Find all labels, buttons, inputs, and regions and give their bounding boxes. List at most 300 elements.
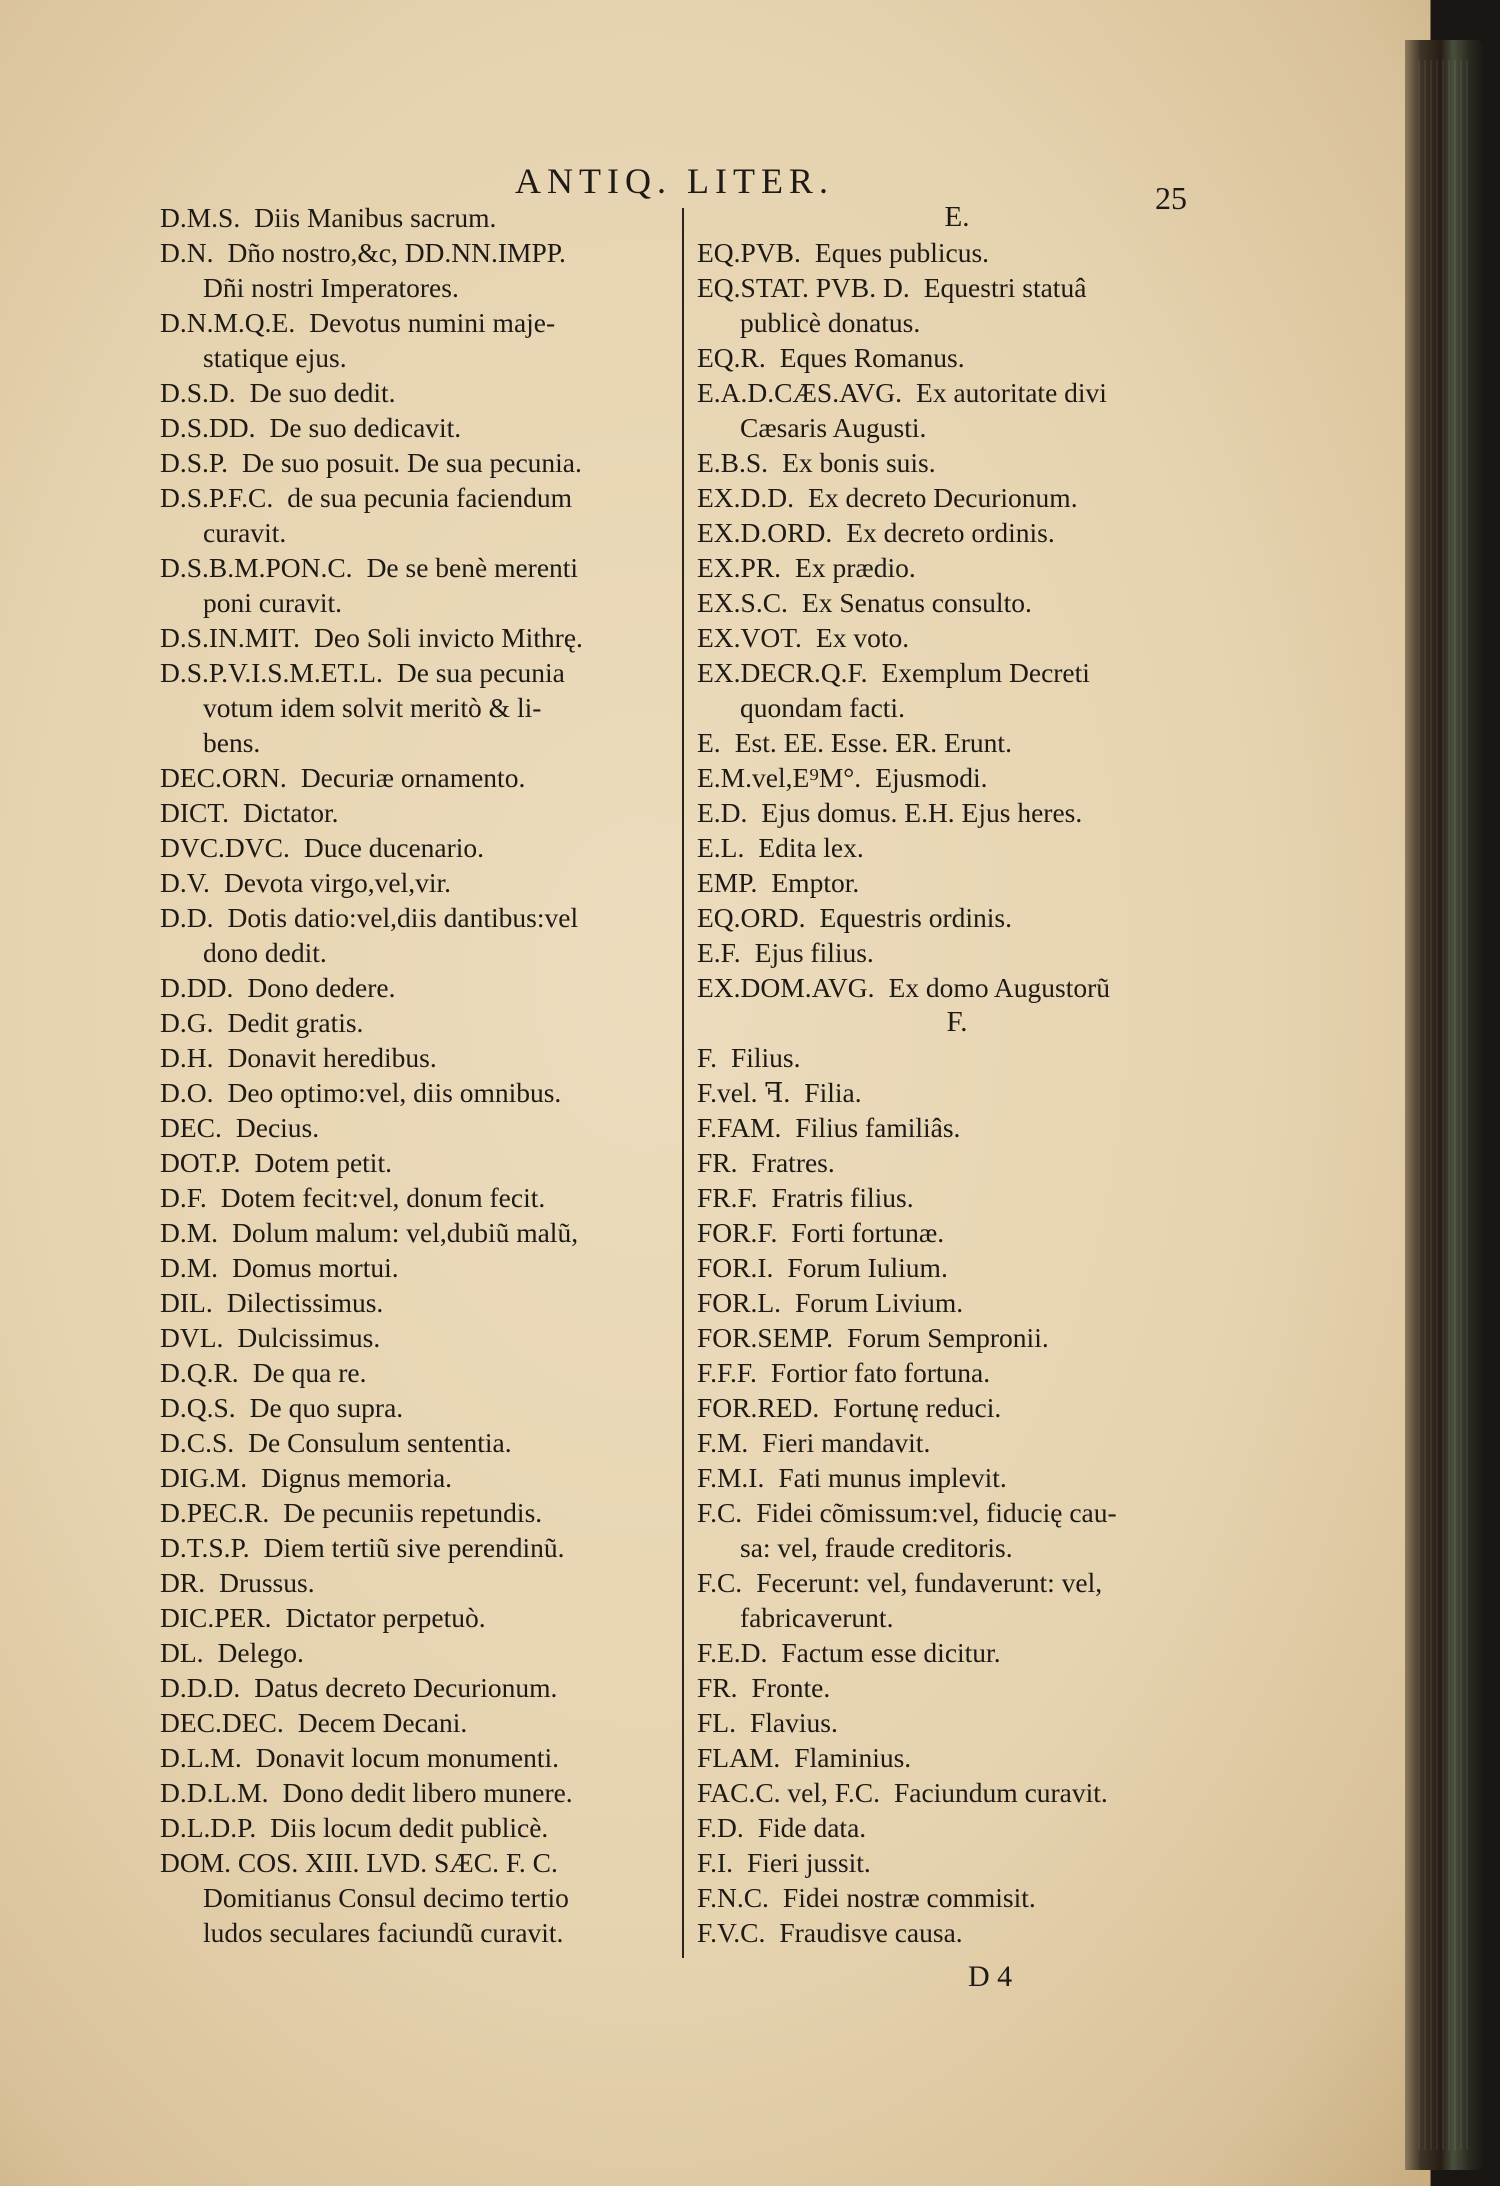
entry-first-line [160, 1075, 675, 1110]
entry-continuation: poni curavit. [203, 587, 342, 618]
entry [160, 550, 675, 620]
entry-expansion: Fieri jussit. [747, 1847, 871, 1878]
entry-abbreviation: D.S.D. [160, 377, 236, 408]
entry-first-line [160, 1810, 675, 1845]
entry-expansion: Ex Senatus consulto. [801, 587, 1032, 618]
entry-abbreviation: D.F. [160, 1182, 207, 1213]
entry-abbreviation: D.Q.S. [160, 1392, 236, 1423]
entry [160, 1320, 675, 1355]
entry-expansion: Filius familiâs. [795, 1112, 961, 1143]
entry-abbreviation: EX.PR. [697, 552, 782, 583]
entry-expansion: Dotem fecit:vel, donum fecit. [220, 1182, 546, 1213]
entry-first-line [160, 1845, 675, 1880]
entry-abbreviation: FLAM. [697, 1742, 781, 1773]
entry-first-line [160, 1670, 675, 1705]
entry [697, 340, 1217, 375]
entry [160, 1775, 675, 1810]
entry-abbreviation: D.Q.R. [160, 1357, 239, 1388]
entry-first-line [697, 760, 1217, 795]
section-head-e: E. [944, 201, 970, 233]
entry [160, 760, 675, 795]
entry-abbreviation: FR. [697, 1672, 738, 1703]
folio-number: 25 [1155, 180, 1187, 216]
entry-abbreviation: F.C. [697, 1567, 743, 1598]
entry-first-line [160, 235, 675, 270]
entry-first-line [160, 620, 675, 655]
entry-expansion: Flaminius. [794, 1742, 912, 1773]
entry-first-line [160, 1565, 675, 1600]
entry-expansion: Ex autoritate divi [916, 377, 1107, 408]
entry-expansion: Equestris ordinis. [819, 902, 1012, 933]
entry-continuation: quondam facti. [740, 692, 905, 723]
entry [697, 1250, 1217, 1285]
entry [160, 305, 675, 375]
entry [160, 410, 675, 445]
entry-expansion: Drussus. [219, 1567, 315, 1598]
entry-expansion: Fratris filius. [771, 1182, 914, 1213]
entry [697, 1670, 1217, 1705]
entry-abbreviation: D.D. [160, 902, 214, 933]
entry-first-line [160, 410, 675, 445]
entry-continuation: ludos seculares faciundũ curavit. [203, 1917, 564, 1948]
entry-continuation: Cæsaris Augusti. [740, 412, 927, 443]
entry-abbreviation: FR.F. [697, 1182, 758, 1213]
entry-continuation: sa: vel, fraude creditoris. [740, 1532, 1013, 1563]
entry-first-line [160, 1110, 675, 1145]
entry-abbreviation: FR. [697, 1147, 738, 1178]
entry-abbreviation: D.L.M. [160, 1742, 242, 1773]
entry-abbreviation: D.S.DD. [160, 412, 256, 443]
entry-abbreviation: E.A.D.CÆS.AVG. [697, 377, 903, 408]
entry-expansion: Deo optimo:vel, diis omnibus. [227, 1077, 562, 1108]
entry-first-line [697, 900, 1217, 935]
entry-continuation: statique ejus. [203, 342, 347, 373]
entry-expansion: Diis Manibus sacrum. [254, 202, 497, 233]
entry [160, 1495, 675, 1530]
entry [697, 550, 1217, 585]
entry-abbreviation: F.V.C. [697, 1917, 766, 1948]
entry-abbreviation: D.S.P.V.I.S.M.ET.L. [160, 657, 383, 688]
entry [160, 1075, 675, 1110]
entry-abbreviation: D.N. [160, 237, 214, 268]
entry-expansion: Dño nostro,&c, DD.NN.IMPP. [227, 237, 566, 268]
entry-expansion: Dilectissimus. [226, 1287, 384, 1318]
entry-abbreviation: D.M. [160, 1252, 219, 1283]
entry-first-line [160, 1705, 675, 1740]
entry-first-line [160, 1180, 675, 1215]
entry-first-line [697, 1110, 1217, 1145]
entry-continuation: fabricaverunt. [740, 1602, 894, 1633]
entry-first-line [697, 480, 1217, 515]
entry-expansion: Decius. [235, 1112, 320, 1143]
entry-first-line [697, 1880, 1217, 1915]
entries-f [697, 1040, 1217, 1950]
entry-abbreviation: DEC.ORN. [160, 762, 287, 793]
entry [697, 1880, 1217, 1915]
entry-abbreviation: F.F.F. [697, 1357, 757, 1388]
entry-first-line [697, 585, 1217, 620]
entry-expansion: Ejus domus. E.H. Ejus heres. [761, 797, 1083, 828]
entry [697, 620, 1217, 655]
entry-first-line [160, 480, 675, 515]
entry-abbreviation: DL. [160, 1637, 204, 1668]
entry [160, 1355, 675, 1390]
entry-abbreviation: EMP. [697, 867, 758, 898]
entry-expansion: Dulcissimus. [237, 1322, 381, 1353]
left-column [160, 200, 675, 1950]
entry [697, 900, 1217, 935]
entry-expansion: Filia. [804, 1077, 862, 1108]
entry-abbreviation: D.DD. [160, 972, 234, 1003]
page-edge-texture [1418, 60, 1468, 2150]
entry-abbreviation: DICT. [160, 797, 229, 828]
entry [697, 1915, 1217, 1950]
entry [160, 1285, 675, 1320]
entry-abbreviation: DIL. [160, 1287, 213, 1318]
entry-first-line [160, 1355, 675, 1390]
entry-first-line [697, 1775, 1217, 1810]
entry-abbreviation: D.N.M.Q.E. [160, 307, 296, 338]
entry-expansion: Fraudisve causa. [779, 1917, 963, 1948]
entry-abbreviation: EQ.R. [697, 342, 766, 373]
entry-first-line [160, 1320, 675, 1355]
entry [697, 725, 1217, 760]
entry [697, 830, 1217, 865]
entry-first-line [697, 1285, 1217, 1320]
entry-abbreviation: FAC.C. vel, F.C. [697, 1777, 880, 1808]
entry [160, 1215, 675, 1250]
entry-continuation: curavit. [203, 517, 287, 548]
entry [160, 445, 675, 480]
entry-expansion: Fidei cõmissum:vel, fiducię cau- [756, 1497, 1117, 1528]
entry [697, 795, 1217, 830]
entry-first-line [697, 1145, 1217, 1180]
entry-abbreviation: DR. [160, 1567, 206, 1598]
entry-expansion: Ex decreto ordinis. [846, 517, 1055, 548]
entry-first-line [160, 1285, 675, 1320]
entry [697, 1110, 1217, 1145]
entry [160, 620, 675, 655]
entry-first-line [697, 865, 1217, 900]
entry-abbreviation: D.S.B.M.PON.C. [160, 552, 353, 583]
entry-abbreviation: EX.D.ORD. [697, 517, 833, 548]
entry-continuation: publicè donatus. [740, 307, 921, 338]
entry-expansion: De se benè merenti [366, 552, 579, 583]
column-divider [682, 208, 684, 1958]
entry-expansion: Fortior fato fortuna. [770, 1357, 991, 1388]
entry-first-line [697, 935, 1217, 970]
entry [160, 200, 675, 235]
entry-abbreviation: D.S.P. [160, 447, 229, 478]
entry-expansion: Edita lex. [758, 832, 864, 863]
entry [160, 1110, 675, 1145]
entry [160, 1250, 675, 1285]
entry-abbreviation: DOT.P. [160, 1147, 241, 1178]
entry-abbreviation: E. [697, 727, 721, 758]
entry-abbreviation: E.F. [697, 937, 741, 968]
entry-expansion: Datus decreto Decurionum. [254, 1672, 558, 1703]
entry-expansion: De qua re. [252, 1357, 367, 1388]
entry-expansion: Faciundum curavit. [893, 1777, 1108, 1808]
entry-first-line [160, 760, 675, 795]
entry-first-line [697, 1320, 1217, 1355]
entry-abbreviation: EQ.ORD. [697, 902, 806, 933]
entry-expansion: Fidei nostræ commisit. [782, 1882, 1036, 1913]
entry-first-line [697, 1180, 1217, 1215]
entry [697, 865, 1217, 900]
entry-first-line [160, 1425, 675, 1460]
entry [160, 480, 675, 550]
entry-first-line [697, 515, 1217, 550]
entry-expansion: De suo dedit. [249, 377, 396, 408]
entry-expansion: Fati munus implevit. [778, 1462, 1007, 1493]
entry-expansion: Fortunę reduci. [833, 1392, 1002, 1423]
entry-first-line [160, 1635, 675, 1670]
entry [697, 1075, 1217, 1110]
entry-first-line [160, 1460, 675, 1495]
entry-abbreviation: D.T.S.P. [160, 1532, 250, 1563]
entry [697, 1460, 1217, 1495]
entry [697, 1390, 1217, 1425]
entry-expansion: Equestri statuâ [923, 272, 1087, 303]
entry-first-line [697, 1425, 1217, 1460]
entry-abbreviation: D.PEC.R. [160, 1497, 270, 1528]
entry [160, 375, 675, 410]
entry-first-line [160, 655, 675, 690]
entry-first-line [697, 1845, 1217, 1880]
entry-first-line [697, 725, 1217, 760]
entry-abbreviation: D.V. [160, 867, 210, 898]
entry-first-line [160, 795, 675, 830]
entry-abbreviation: FOR.RED. [697, 1392, 820, 1423]
entry [160, 1600, 675, 1635]
entry-first-line [697, 1495, 1217, 1530]
entry [160, 970, 675, 1005]
entry-expansion: Deo Soli invicto Mithrę. [314, 622, 583, 653]
entry [697, 1565, 1217, 1635]
entry-expansion: Emptor. [771, 867, 860, 898]
entry [697, 1495, 1217, 1565]
entry-first-line [160, 1215, 675, 1250]
entry-expansion: Dictator perpetuò. [285, 1602, 486, 1633]
entry-expansion: De suo dedicavit. [269, 412, 462, 443]
entry-abbreviation: DIG.M. [160, 1462, 248, 1493]
entry-first-line [160, 830, 675, 865]
entry [160, 1005, 675, 1040]
entry [160, 900, 675, 970]
entry-abbreviation: F.vel. ꟻ. [697, 1077, 791, 1108]
entry [697, 1810, 1217, 1845]
entry-expansion: Diis locum dedit publicè. [270, 1812, 549, 1843]
entry-expansion: Exemplum Decreti [881, 657, 1090, 688]
entry [697, 1775, 1217, 1810]
entry-abbreviation: DVC.DVC. [160, 832, 290, 863]
entry-expansion: Donavit locum monumenti. [255, 1742, 559, 1773]
signature-mark: D 4 [968, 1960, 1013, 1993]
entry-abbreviation: EX.S.C. [697, 587, 788, 618]
entry-expansion: Forum Sempronii. [847, 1322, 1049, 1353]
entry-first-line [697, 1810, 1217, 1845]
entry [697, 1180, 1217, 1215]
entry-expansion: Donavit heredibus. [227, 1042, 437, 1073]
entry-abbreviation: EX.D.D. [697, 482, 795, 513]
entry-expansion: Ex decreto Decurionum. [808, 482, 1078, 513]
entry [697, 270, 1217, 340]
entry-abbreviation: F.I. [697, 1847, 733, 1878]
entry-first-line [160, 1250, 675, 1285]
entry-first-line [697, 795, 1217, 830]
entry-expansion: Decuriæ ornamento. [300, 762, 526, 793]
entry-expansion: Dotem petit. [254, 1147, 392, 1178]
entry [697, 1355, 1217, 1390]
entry-expansion: Duce ducenario. [303, 832, 485, 863]
entry [160, 795, 675, 830]
entry-abbreviation: F.M.I. [697, 1462, 765, 1493]
entry [697, 1285, 1217, 1320]
entry-abbreviation: FL. [697, 1707, 736, 1738]
entry-expansion: Devotus numini maje- [309, 307, 556, 338]
entry-abbreviation: DOM. COS. XIII. LVD. SÆC. F. C. [160, 1847, 558, 1878]
entry-first-line [697, 375, 1217, 410]
entry-first-line [697, 830, 1217, 865]
entry-first-line [160, 1495, 675, 1530]
entry-continuation: bens. [203, 727, 261, 758]
entry-expansion: Dignus memoria. [261, 1462, 453, 1493]
entry-abbreviation: FOR.I. [697, 1252, 774, 1283]
entry-abbreviation: F.C. [697, 1497, 743, 1528]
entry-abbreviation: D.C.S. [160, 1427, 235, 1458]
entry-abbreviation: EQ.PVB. [697, 237, 801, 268]
entry-abbreviation: F. [697, 1042, 717, 1073]
entry [160, 655, 675, 760]
entry [160, 1670, 675, 1705]
entry-first-line [697, 1740, 1217, 1775]
entry-first-line [160, 445, 675, 480]
entry [697, 480, 1217, 515]
entry-expansion: Factum esse dicitur. [781, 1637, 1001, 1668]
entry [697, 375, 1217, 445]
entry [697, 1635, 1217, 1670]
entry-abbreviation: EX.VOT. [697, 622, 802, 653]
entry-first-line [697, 445, 1217, 480]
entry-continuation: votum idem solvit meritò & li- [203, 692, 542, 723]
entry-continuation: Dñi nostri Imperatores. [203, 272, 459, 303]
entry [160, 1845, 675, 1950]
entry-first-line [160, 1530, 675, 1565]
entry-expansion: Est. EE. Esse. ER. Erunt. [734, 727, 1012, 758]
entry-first-line [697, 340, 1217, 375]
entry [160, 865, 675, 900]
entry-first-line [160, 865, 675, 900]
entry-abbreviation: D.H. [160, 1042, 214, 1073]
entry [697, 655, 1217, 725]
entry-abbreviation: DEC. [160, 1112, 222, 1143]
entry [697, 445, 1217, 480]
entry-expansion: De quo supra. [249, 1392, 404, 1423]
entry [160, 235, 675, 305]
entry-first-line [160, 1145, 675, 1180]
entry-first-line [697, 970, 1217, 1005]
entry-expansion: Dono dedit libero munere. [282, 1777, 573, 1808]
entry [697, 235, 1217, 270]
entry-abbreviation: E.B.S. [697, 447, 769, 478]
entry-expansion: Eques publicus. [814, 237, 990, 268]
entry [160, 1635, 675, 1670]
entry [697, 1705, 1217, 1740]
entry [697, 760, 1217, 795]
entry-abbreviation: EX.DECR.Q.F. [697, 657, 868, 688]
entry [160, 1390, 675, 1425]
entry-expansion: Ex domo Augustorũ [888, 972, 1111, 1003]
section-head-f: F. [946, 1006, 968, 1038]
entries-e [697, 235, 1217, 1005]
entry-first-line [160, 1600, 675, 1635]
entry-first-line [160, 375, 675, 410]
entry-expansion: Forum Iulium. [787, 1252, 948, 1283]
entry-first-line [160, 1390, 675, 1425]
entry-expansion: Dedit gratis. [227, 1007, 364, 1038]
entry-first-line [697, 1705, 1217, 1740]
entry-first-line [697, 620, 1217, 655]
entry-abbreviation: D.S.IN.MIT. [160, 622, 301, 653]
entry-expansion: Dictator. [243, 797, 339, 828]
entry-first-line [697, 1670, 1217, 1705]
entry-continuation: Domitianus Consul decimo tertio [203, 1882, 569, 1913]
entry-abbreviation: E.L. [697, 832, 745, 863]
entry-first-line [697, 235, 1217, 270]
entry-first-line [697, 270, 1217, 305]
entry-abbreviation: DIC.PER. [160, 1602, 272, 1633]
entry [697, 1040, 1217, 1075]
entry-abbreviation: DVL. [160, 1322, 224, 1353]
entry-expansion: Decem Decani. [297, 1707, 468, 1738]
entry [697, 1425, 1217, 1460]
entry [160, 1810, 675, 1845]
entry-expansion: Ejus filius. [754, 937, 874, 968]
entry-abbreviation: FOR.L. [697, 1287, 782, 1318]
entry-expansion: Devota virgo,vel,vir. [223, 867, 452, 898]
entry-abbreviation: F.E.D. [697, 1637, 768, 1668]
entry [160, 1460, 675, 1495]
entry-expansion: Delego. [217, 1637, 304, 1668]
entry [697, 515, 1217, 550]
entry [697, 1845, 1217, 1880]
entry [160, 1705, 675, 1740]
entry-abbreviation: F.D. [697, 1812, 744, 1843]
entry-abbreviation: EQ.STAT. PVB. D. [697, 272, 910, 303]
entry-abbreviation: E.M.vel,E⁹M°. [697, 762, 862, 793]
entry [160, 1145, 675, 1180]
entry-abbreviation: D.G. [160, 1007, 214, 1038]
entry [160, 1565, 675, 1600]
right-column [697, 200, 1217, 1950]
entry-first-line [160, 1005, 675, 1040]
entry-expansion: Fronte. [751, 1672, 831, 1703]
entry-abbreviation: FOR.SEMP. [697, 1322, 834, 1353]
entry-first-line [697, 1565, 1217, 1600]
entry-expansion: Eques Romanus. [779, 342, 965, 373]
entry-expansion: Domus mortui. [232, 1252, 399, 1283]
entry-first-line [160, 1040, 675, 1075]
entry-abbreviation: FOR.F. [697, 1217, 778, 1248]
entry-first-line [160, 1775, 675, 1810]
entry-continuation: dono dedit. [203, 937, 327, 968]
running-head: ANTIQ. LITER. [515, 161, 834, 201]
entry-first-line [697, 550, 1217, 585]
entry [697, 970, 1217, 1005]
entry-expansion: Fide data. [757, 1812, 867, 1843]
entry-expansion: Ejusmodi. [875, 762, 988, 793]
